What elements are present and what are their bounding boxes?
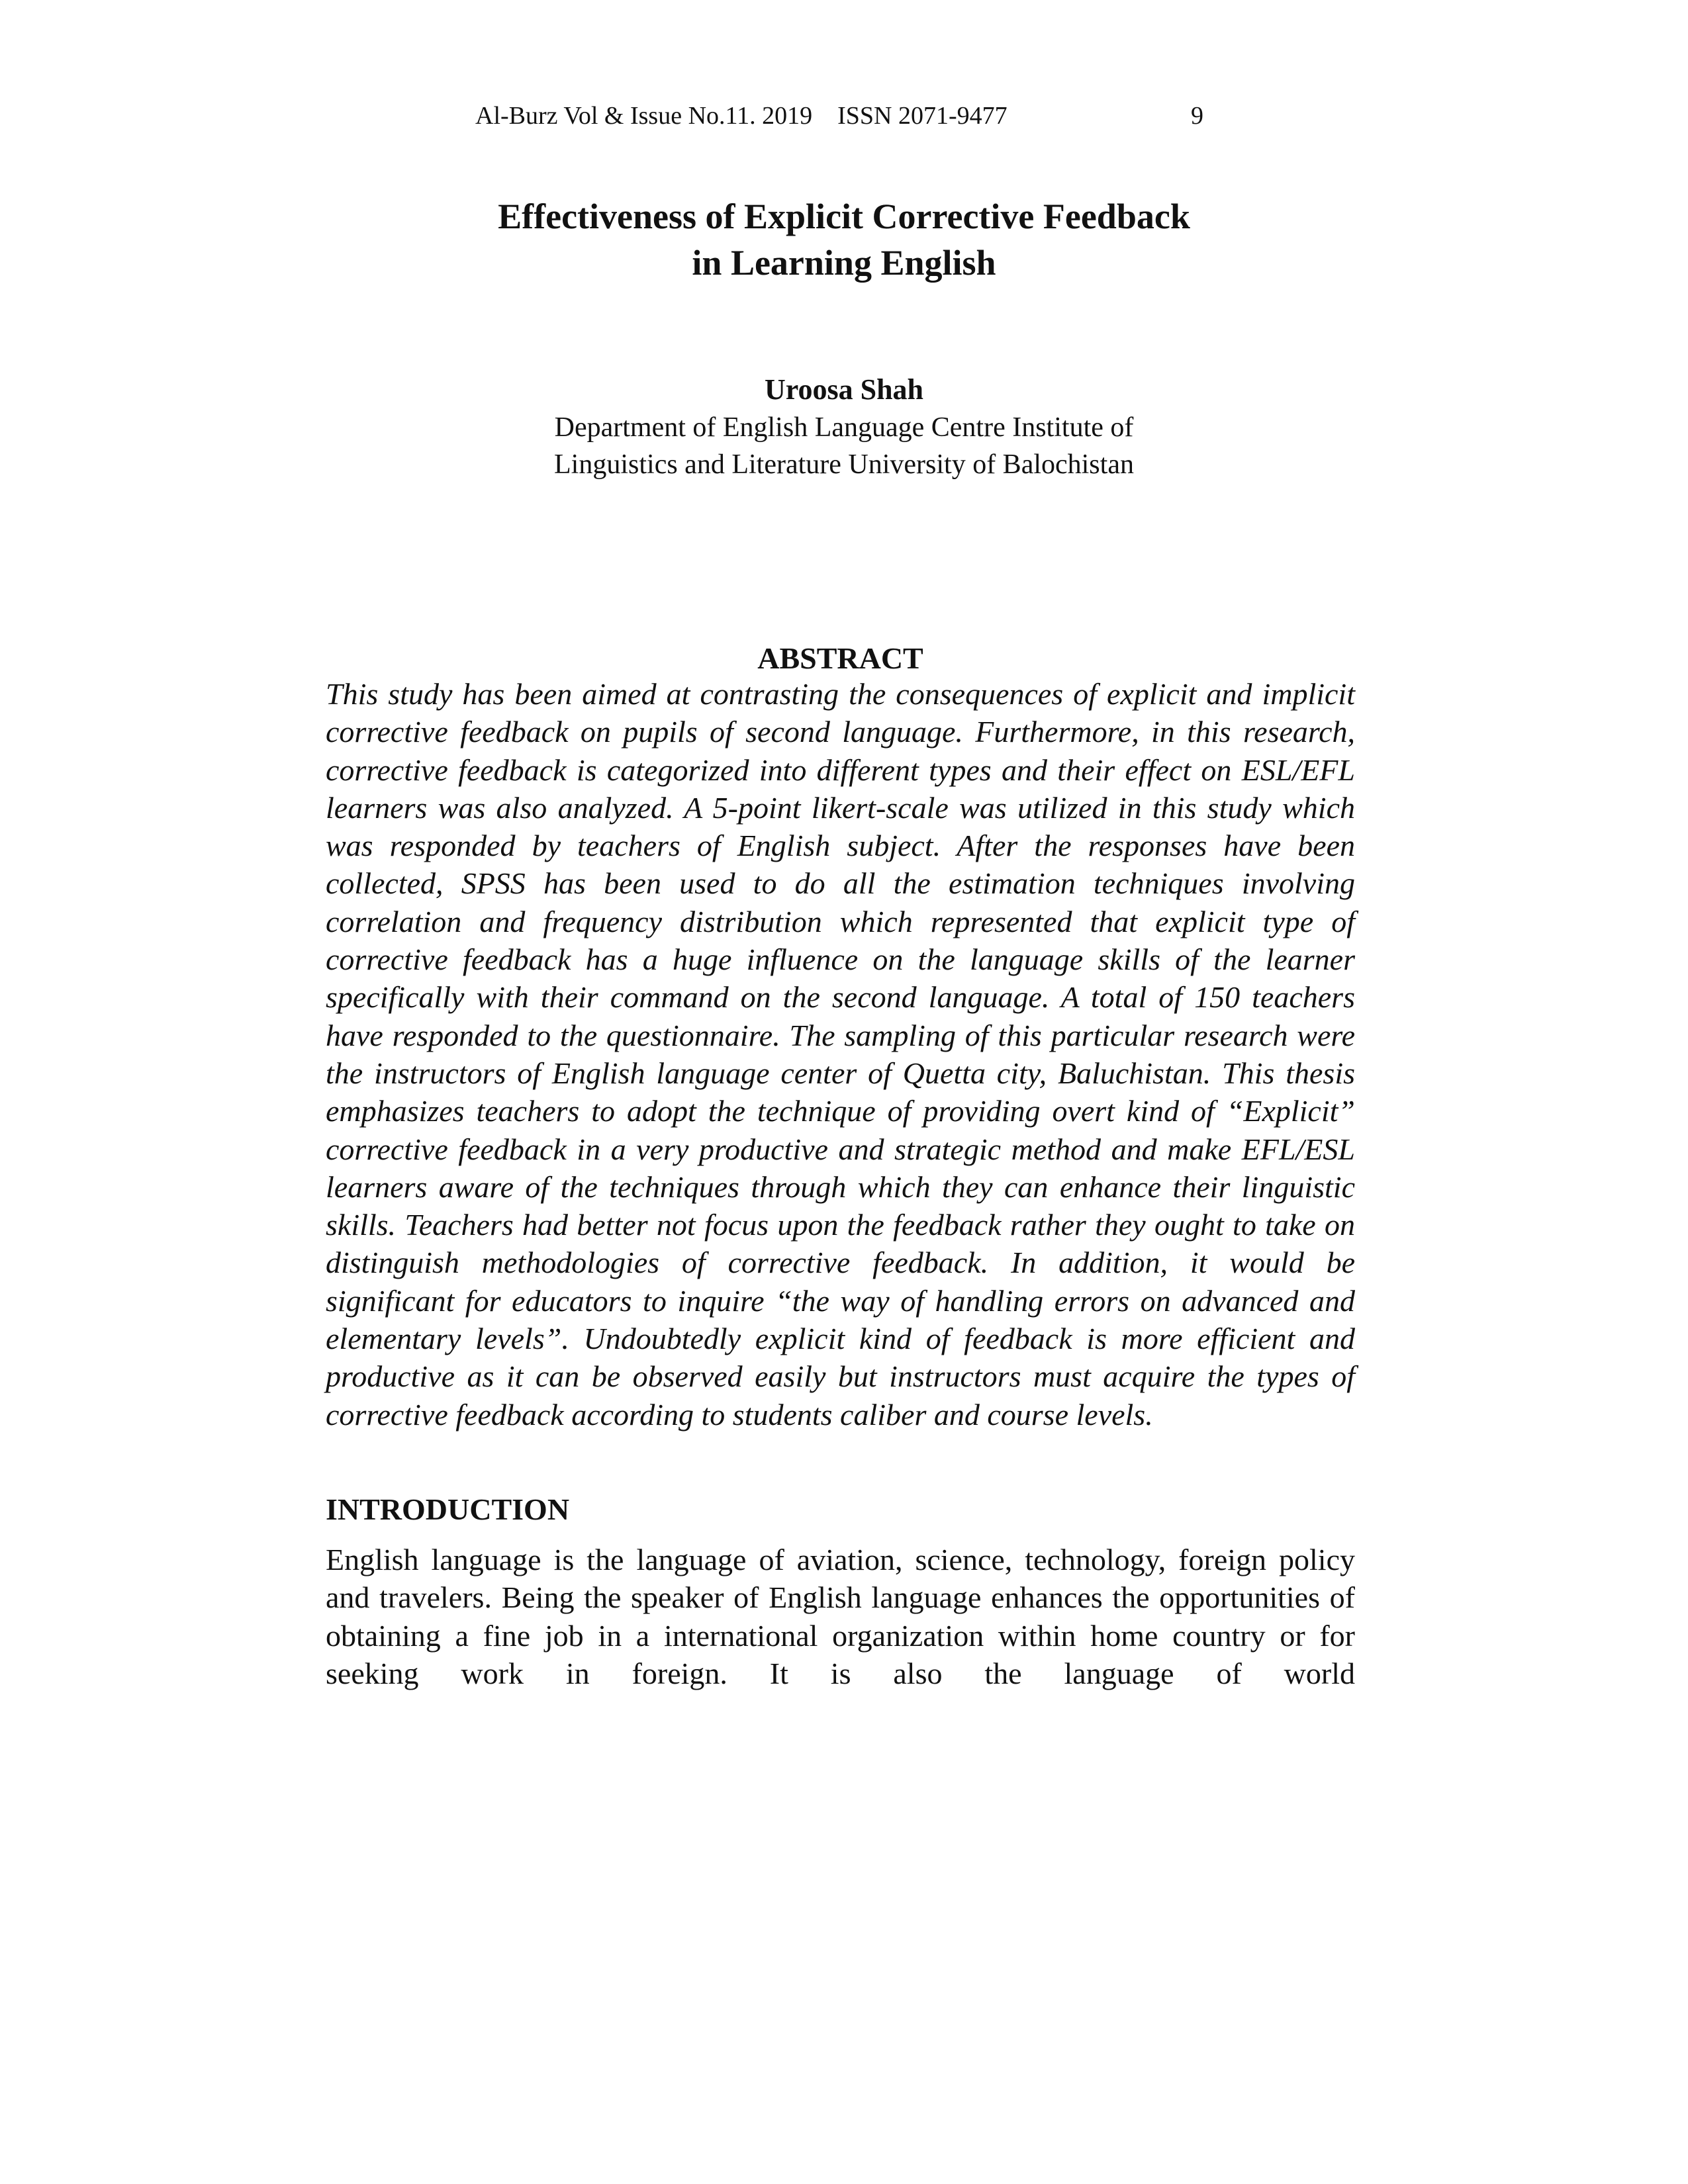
abstract-heading: ABSTRACT	[757, 641, 923, 675]
abstract-text: This study has been aimed at contrasting the consequences of explicit and implicit corrective feedback on pupils of second language. Furthermore, in this research, corrective feedback is categorized into different types and their effect on ESL/EFL learners was also analyzed. A 5-point likert-scale was utilized in this study which was responded by teachers of English subject. After the responses have been collected, SPSS has been used to do all the estimation techniques involving correlation and frequency distribution which represented that explicit type of corrective feedback has a huge influence on the language skills of the learner specifically with their command on the second language. A total of 150 teachers have responded to the questionnaire. The sampling of this particular research were the instructors of English language center of Quetta city, Baluchistan. This thesis emphasizes teachers to adopt the technique of providing overt kind of “Explicit” corrective feedback in a very productive and strategic method and make EFL/ESL learners aware of the techniques through which they can enhance their linguistic skills. Teachers had better not focus upon the feedback rather they ought to take on distinguish methodologies of corrective feedback. In addition, it would be significant for educators to inquire “the way of handling errors on advanced and elementary levels”. Undoubtedly explicit kind of feedback is more efficient and productive as it can be observed easily but instructors must acquire the types of corrective feedback according to students caliber and course levels.	[326, 677, 1355, 1432]
paper-title	[331, 193, 1357, 286]
paper-title-line-2: in Learning English	[692, 243, 996, 283]
paper-title-line-1: Effectiveness of Explicit Corrective Feedback	[498, 197, 1190, 236]
affiliation-line-1: Department of English Language Centre Institute of	[554, 412, 1134, 443]
running-head	[475, 99, 1203, 132]
journal-citation: Al-Burz Vol & Issue No.11. 2019 ISSN 2071-9477	[475, 102, 1008, 130]
author-affiliation	[331, 409, 1357, 483]
author-name: Uroosa Shah	[764, 373, 924, 406]
introduction-text: English language is the language of aviation, science, technology, foreign policy and travelers. Being the speaker of English language enhances the opportunities of obtaining a fine job in a international organization within home country or for seeking work in foreign. It is also the language of world	[326, 1543, 1355, 1690]
page-number: 9	[1191, 102, 1203, 130]
author-block	[331, 371, 1357, 483]
affiliation-line-2: Linguistics and Literature University of Balochistan	[554, 449, 1134, 480]
introduction-heading: INTRODUCTION	[326, 1492, 570, 1526]
